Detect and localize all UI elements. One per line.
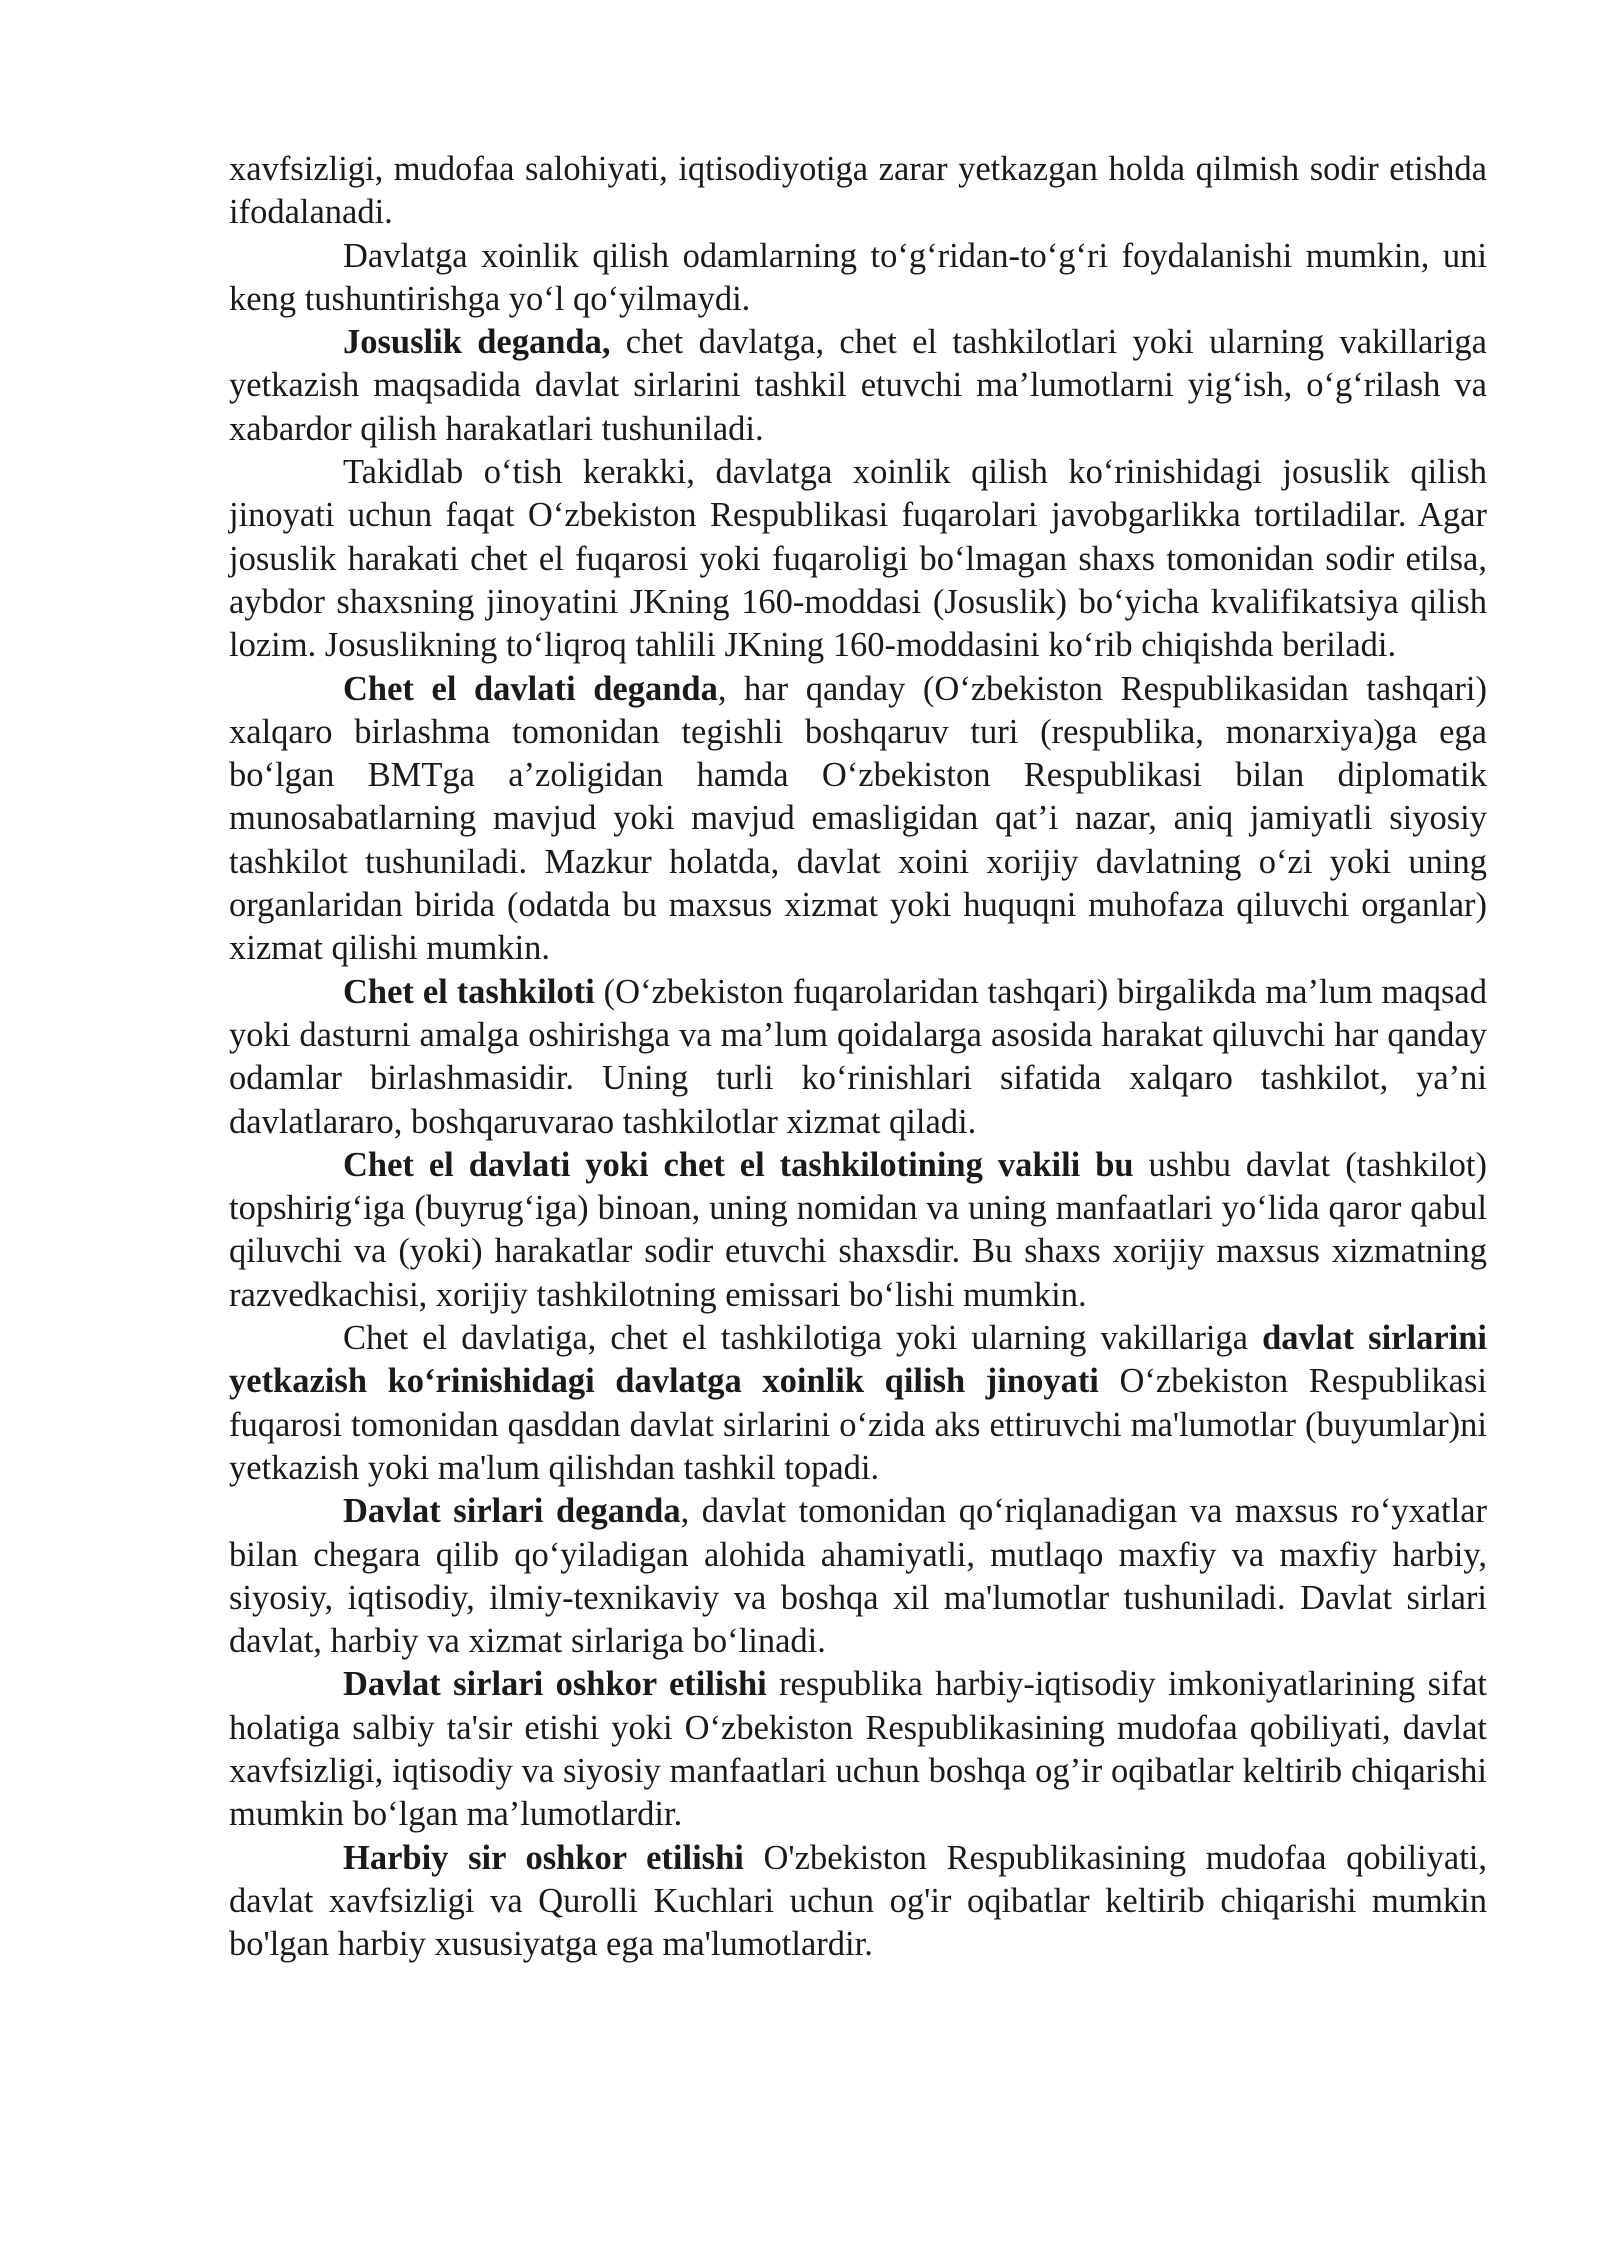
- term-heading: Davlat sirlari deganda: [343, 1492, 681, 1531]
- term-heading: davlat sirlarini yetkazish ko‘rinishidagi davlatga xoinlik qilish jinoyati: [229, 1319, 1487, 1401]
- paragraph-text: xavfsizligi, mudofaa salohiyati, iqtisodiyotiga zarar yetkazgan holda qilmish sodir etishda ifodalanadi.: [229, 150, 1487, 232]
- term-heading: Josuslik deganda,: [343, 323, 611, 362]
- paragraph: [229, 971, 1487, 1144]
- paragraph-text: Takidlab o‘tish kerakki, davlatga xoinlik qilish ko‘rinishidagi josuslik qilish jinoyati uchun faqat O‘zbekiston Respublikasi fuqarolari javobgarlikka tortiladilar. Agar josuslik harakati chet el fuqarosi yoki fuqaroligi bo‘lmagan shaxs tomonidan sodir etilsa, aybdor shaxsning jinoyatini JKning 160-moddasi (Josuslik) bo‘yicha kvalifikatsiya qilish lozim. Josuslikning to‘liqroq tahlili JKning 160-moddasini ko‘rib chiqishda beriladi.: [229, 453, 1487, 665]
- paragraph-text: Chet el davlatiga, chet el tashkilotiga yoki ularning vakillariga: [343, 1319, 1263, 1358]
- paragraph-text: (O‘zbekiston fuqarolaridan tashqari) birgalikda ma’lum maqsad yoki dasturni amalga oshirishga va ma’lum qoidalarga asosida harakat qiluvchi har qanday odamlar birlashmasidir. Uning turli ko‘rinishlari sifatida xalqaro tashkilot, ya’ni davlatlararo, boshqaruvarao tashkilotlar xizmat qiladi.: [229, 972, 1487, 1141]
- paragraph-text: O'zbekiston Respublikasining mudofaa qobiliyati, davlat xavfsizligi va Qurolli Kuchlari uchun og'ir oqibatlar keltirib chiqarishi mumkin bo'lgan harbiy xususiyatga ega ma'lumotlardir.: [229, 1838, 1487, 1964]
- term-heading: Chet el tashkiloti: [343, 972, 595, 1011]
- term-heading: Davlat sirlari oshkor etilishi: [343, 1665, 767, 1704]
- paragraph: [229, 1490, 1487, 1663]
- term-heading: Harbiy sir oshkor etilishi: [343, 1838, 744, 1877]
- paragraph-text: , har qanday (O‘zbekiston Respublikasidan tashqari) xalqaro birlashma tomonidan tegishli boshqaruv turi (respublika, monarxiya)ga ega bo‘lgan BMTga a’zoligidan hamda O‘zbekiston Respublikasi bilan diplomatik munosabatlarning mavjud yoki mavjud emasligidan qat’i nazar, aniq jamiyatli siyosiy tashkilot tushuniladi. Mazkur holatda, davlat xoini xorijiy davlatning o‘zi yoki uning organlaridan birida (odatda bu maxsus xizmat yoki huquqni muhofaza qiluvchi organlar) xizmat qilishi mumkin.: [229, 669, 1487, 968]
- paragraph-text: chet davlatga, chet el tashkilotlari yoki ularning vakillariga yetkazish maqsadida davlat sirlarini tashkil etuvchi ma’lumotlarni yig‘ish, o‘g‘rilash va xabardor qilish harakatlari tushuniladi.: [229, 323, 1487, 448]
- paragraph: [229, 1837, 1487, 1967]
- paragraph-text: ushbu davlat (tashkilot) topshirig‘iga (buyrug‘iga) binoan, uning nomidan va uning manfaatlari yo‘lida qaror qabul qiluvchi va (yoki) harakatlar sodir etuvchi shaxsdir. Bu shaxs xorijiy maxsus xizmatning razvedkachisi, xorijiy tashkilotning emissari bo‘lishi mumkin.: [229, 1145, 1487, 1314]
- paragraph-text: O‘zbekiston Respublikasi fuqarosi tomonidan qasddan davlat sirlarini o‘zida aks ettiruvchi ma'lumotlar (buyumlar)ni yetkazish yoki ma'lum qilishdan tashkil topadi.: [229, 1362, 1487, 1487]
- term-heading: Chet el davlati yoki chet el tashkilotining vakili bu: [343, 1145, 1134, 1184]
- paragraph-text: , davlat tomonidan qo‘riqlanadigan va maxsus ro‘yxatlar bilan chegara qilib qo‘yiladigan alohida ahamiyatli, mutlaqo maxfiy va maxfiy harbiy, siyosiy, iqtisodiy, ilmiy-texnikaviy va boshqa xil ma'lumotlar tushuniladi. Davlat sirlari davlat, harbiy va xizmat sirlariga bo‘linadi.: [229, 1492, 1487, 1661]
- paragraph: [229, 235, 1487, 322]
- paragraph-text: respublika harbiy-iqtisodiy imkoniyatlarining sifat holatiga salbiy ta'sir etishi yoki O‘zbekiston Respublikasining mudofaa qobiliyati, davlat xavfsizligi, iqtisodiy va siyosiy manfaatlari uchun boshqa og’ir oqibatlar keltirib chiqarishi mumkin bo‘lgan ma’lumotlardir.: [229, 1665, 1487, 1834]
- paragraph: [229, 1663, 1487, 1836]
- paragraph: [229, 1317, 1487, 1490]
- paragraph: [229, 668, 1487, 971]
- document-page: [229, 148, 1487, 1966]
- paragraph: [229, 1144, 1487, 1317]
- paragraph: [229, 451, 1487, 667]
- paragraph-text: Davlatga xoinlik qilish odamlarning to‘g‘ridan-to‘g‘ri foydalanishi mumkin, uni keng tushuntirishga yo‘l qo‘yilmaydi.: [229, 236, 1487, 318]
- term-heading: Chet el davlati deganda: [343, 669, 718, 708]
- paragraph: [229, 321, 1487, 451]
- paragraph: [229, 148, 1487, 235]
